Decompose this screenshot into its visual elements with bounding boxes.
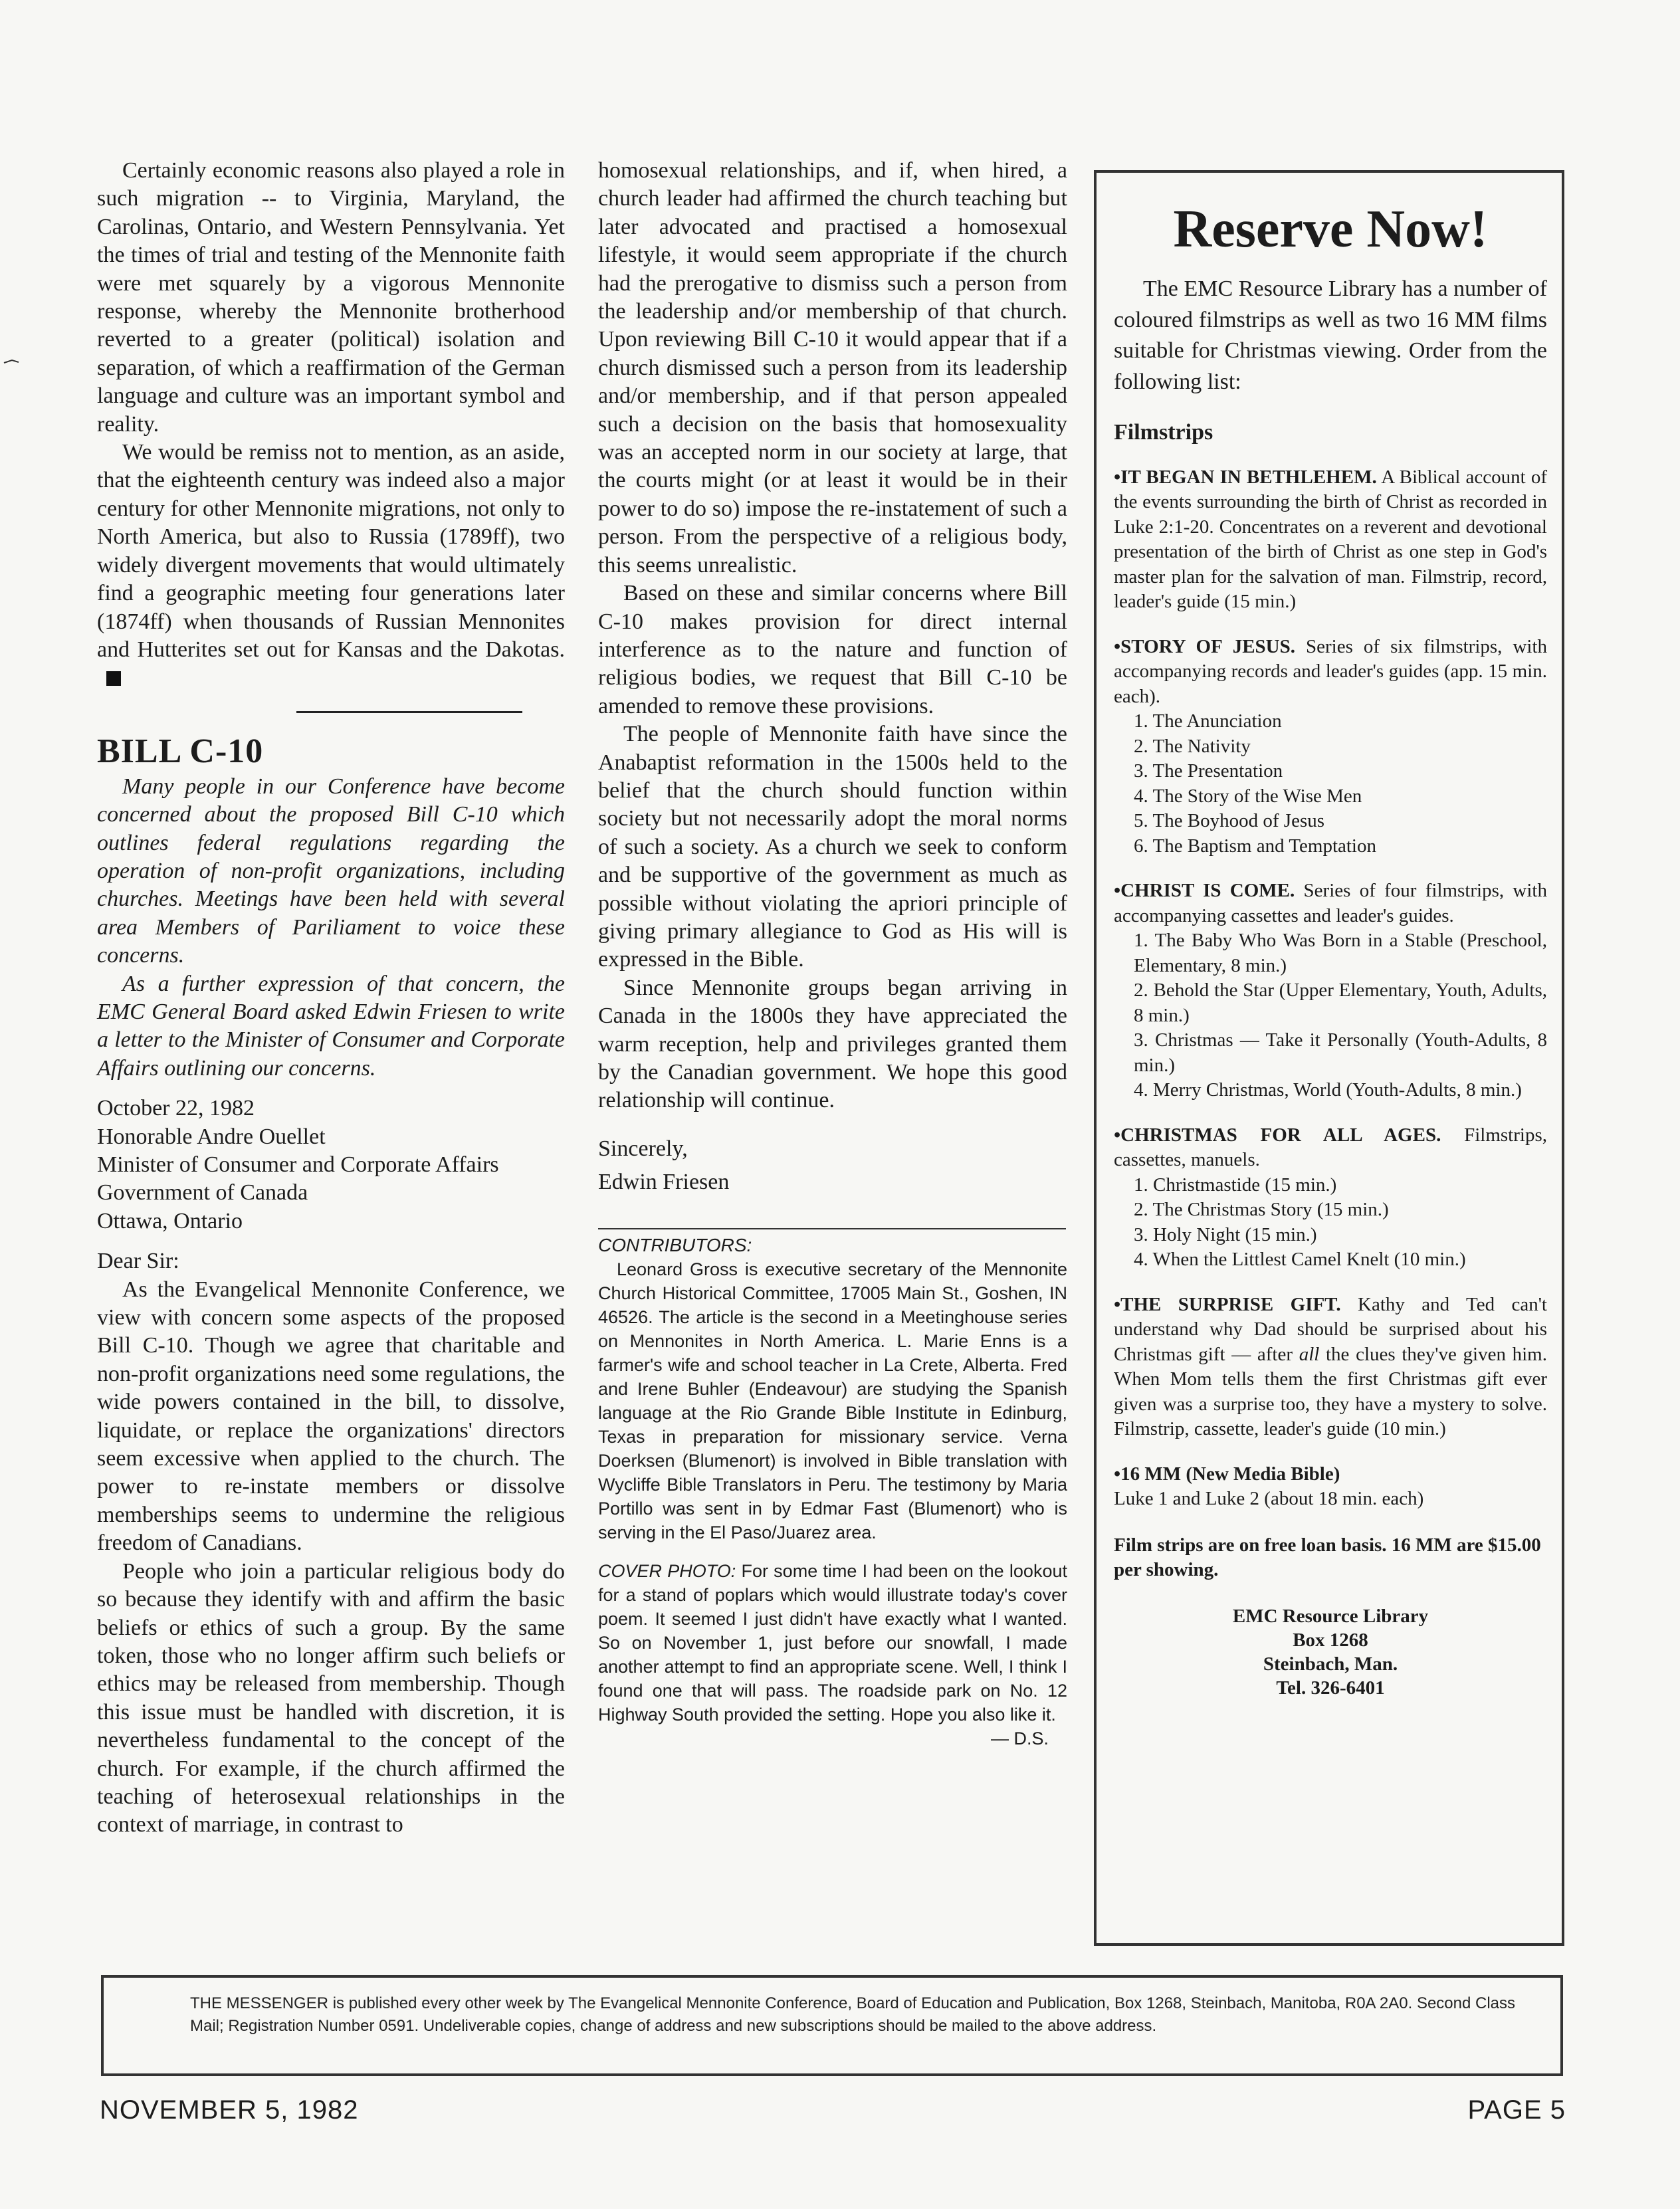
cover-photo-text: For some time I had been on the lookout for a stand of poplars which would illustrate today's cover poem. It seemed I just didn't have exactly what I wanted. So on November 1, just before our snowfall, I made another attempt to find an appropriate scene. Well, I think I found one that will pass. The roadside park on No. 12 Highway South provided the setting. Hope you also like it. [598, 1560, 1067, 1725]
column-two [598, 157, 1067, 1750]
list-item: 3. Christmas — Take it Personally (Youth-Adults, 8 min.) [1134, 1029, 1547, 1076]
loan-note: Film strips are on free loan basis. 16 MM are $15.00 per showing. [1114, 1534, 1541, 1580]
contributors-divider [598, 1228, 1066, 1229]
filmstrip-list [1114, 709, 1547, 859]
sidebar-title: Reserve Now! [1173, 200, 1488, 259]
editor-intro [97, 773, 565, 1083]
end-mark-icon [106, 671, 121, 686]
letter-paragraph: Since Mennonite groups began arriving in Canada in the 1800s they have appreciated the warm reception, help and privileges granted them by the Canadian government. We hope this good relationship will continue. [598, 975, 1067, 1113]
scan-mark [3, 359, 20, 366]
intro-paragraph: Many people in our Conference have become concerned about the proposed Bill C-10 which outlines federal regulations regarding the operation of non-profit organizations, including churches. Meetings have been held with several area Members of Pariliament to voice these concerns. [97, 774, 565, 968]
filmstrip-item [1114, 635, 1547, 859]
film-title: •16 MM (New Media Bible) [1114, 1463, 1340, 1485]
list-item: 4. The Story of the Wise Men [1134, 785, 1362, 807]
address-line: Minister of Consumer and Corporate Affairs [97, 1152, 499, 1177]
letter-address [97, 1095, 565, 1235]
filmstrip-desc: Kathy and Ted can't understand why Dad should be surprised about his Christmas gift — after [1114, 1293, 1547, 1365]
filmstrip-item [1114, 1293, 1547, 1442]
filmstrip-title: •CHRIST IS COME. [1114, 880, 1295, 901]
issue-date: NOVEMBER 5, 1982 [100, 2095, 359, 2125]
closing: Sincerely, [598, 1136, 688, 1161]
article-paragraph-text: We would be remiss not to mention, as an aside, that the eighteenth century was indeed also a major century for other Mennonite migrations, not only to North America, but also to Russia (1789ff), two widely divergent movements that would ultimately find a geographic meeting four generations later (1874ff) when thousands of Russian Mennonites and Hutterites set out for Kansas and the Dakotas. [97, 440, 565, 662]
list-item: 2. The Christmas Story (15 min.) [1134, 1199, 1389, 1220]
address-line: Government of Canada [97, 1180, 308, 1206]
filmstrip-desc: Series of six filmstrips, with accompanying records and leader's guides (app. 15 min. each). [1114, 635, 1547, 707]
page-number: PAGE 5 [1467, 2095, 1566, 2125]
filmstrip-desc: the clues they've given him. When Mom tells them the first Christmas gift ever given was a surprise too, they have a mystery to solve. Filmstrip, cassette, leader's guide (10 min.) [1114, 1343, 1547, 1439]
letter-paragraph: People who join a particular religious body do so because they identify with and affirm the basic beliefs or ethics of such a group. By the same token, those who no longer affirm such beliefs or ethics may be released from membership. Though this issue must be handled with discretion, it is nevertheless fundamental to the concept of the church. For example, if the church affirmed the teaching of heterosexual relationships in the context of marriage, in contrast to [97, 1558, 565, 1838]
filmstrip-title: •THE SURPRISE GIFT. [1114, 1293, 1341, 1315]
section-heading: BILL C-10 [97, 732, 264, 770]
address-line: Steinbach, Man. [1263, 1653, 1398, 1675]
letter-paragraph: The people of Mennonite faith have since the Anabaptist reformation in the 1500s held to the belief that the church should function within society but not necessarily adopt the moral norms of such a society. As a church we seek to conform and be supportive of the government as much as possible without violating the apriori principle of giving primary allegiance to God as His will is expressed in the Bible. [598, 722, 1067, 972]
filmstrip-desc: Series of four filmstrips, with accompanying cassettes and leader's guides. [1114, 880, 1547, 926]
address-line: Honorable Andre Ouellet [97, 1124, 326, 1149]
list-item: 1. The Anunciation [1134, 710, 1282, 732]
list-item: 3. The Presentation [1134, 760, 1283, 782]
signature: Edwin Friesen [598, 1169, 730, 1194]
library-address [1114, 1604, 1547, 1700]
filmstrip-title: •CHRISTMAS FOR ALL AGES. [1114, 1124, 1441, 1146]
letter-paragraph: homosexual relationships, and if, when hired, a church leader had affirmed the church teaching but later advocated and practised a homosexual lifestyle, it would seem appropriate if the church had the prerogative to dismiss such a person from the leadership and/or membership of that church. Upon reviewing Bill C-10 it would appear that if a church dismissed such a person from its leadership and/or membership, and if that person appealed such a decision on the basis that homosexuality was an accepted norm in our society at large, that the courts might (or at least it would be in their power to do so) impose the re-instatement of such a person. From the perspective of a religious body, this seems unrealistic. [598, 158, 1067, 578]
letter-date: October 22, 1982 [97, 1096, 255, 1121]
filmstrip-desc-emphasis: all [1299, 1343, 1320, 1365]
list-item: 6. The Baptism and Temptation [1134, 835, 1376, 857]
sidebar-lead: The EMC Resource Library has a number of coloured filmstrips as well as two 16 MM films suitable for Christmas viewing. Order from the following list: [1114, 276, 1547, 394]
list-item: 4. Merry Christmas, World (Youth-Adults, 8 min.) [1134, 1079, 1522, 1101]
filmstrip-item [1114, 879, 1547, 1103]
list-item: 4. When the Littlest Camel Knelt (10 min.) [1134, 1249, 1466, 1270]
film-item [1114, 1462, 1547, 1512]
filmstrip-title: •STORY OF JESUS. [1114, 635, 1295, 657]
filmstrip-desc: Filmstrips, cassettes, manuels. [1114, 1124, 1547, 1170]
list-item: 3. Holy Night (15 min.) [1134, 1223, 1317, 1245]
column-one [97, 157, 565, 1840]
filmstrip-list [1114, 928, 1547, 1103]
filmstrip-desc: A Biblical account of the events surrounding the birth of Christ as recorded in Luke 2:1-20. Concentrates on a reverent and devotional presentation of the birth of Christ as one step in God's master plan for the salvation of man. Filmstrip, record, leader's guide (15 min.) [1114, 466, 1547, 612]
sidebar-section-heading: Filmstrips [1114, 420, 1213, 445]
filmstrip-title: •IT BEGAN IN BETHLEHEM. [1114, 466, 1377, 488]
letter-signoff [598, 1132, 1067, 1199]
contributors-heading: CONTRIBUTORS: [598, 1234, 752, 1255]
list-item: 2. Behold the Star (Upper Elementary, Youth, Adults, 8 min.) [1134, 980, 1547, 1026]
address-line: EMC Resource Library [1232, 1605, 1429, 1627]
cover-photo-note [598, 1559, 1067, 1727]
address-line: Tel. 326-6401 [1276, 1677, 1385, 1699]
intro-paragraph: As a further expression of that concern, the EMC General Board asked Edwin Friesen to write a letter to the Minister of Consumer and Corporate Affairs outlining our concerns. [97, 971, 565, 1081]
letter-paragraph: As the Evangelical Mennonite Conference, we view with concern some aspects of the proposed Bill C-10. Though we agree that charitable and non-profit organizations need some regulations, the wide powers contained in the bill, to dissolve, liquidate, or replace the organizations' directors seem excessive when applied to the church. The power to re-instate members or dissolve memberships seems to undermine the religious freedom of Canadians. [97, 1277, 565, 1556]
film-desc: Luke 1 and Luke 2 (about 18 min. each) [1114, 1488, 1424, 1509]
article-paragraph: Certainly economic reasons also played a role in such migration -- to Virginia, Maryland, the Carolinas, Ontario, and Western Pennsylvania. Yet the times of trial and testing of the Mennonite faith were met squarely by a vigorous Mennonite response, whereby the Mennonite brotherhood reverted to a greater (political) isolation and separation, of which a reaffirmation of the German language and culture was an important symbol and reality. [97, 158, 565, 437]
contributors-box [598, 1233, 1067, 1750]
section-divider [296, 711, 522, 713]
publication-notice: THE MESSENGER is published every other week by The Evangelical Mennonite Conference, Board of Education and Publication, Box 1268, Steinbach, Manitoba, R0A 2A0. Second Class Mail; Registration Number 0591. Undeliverable copies, change of address and new subscriptions should be mailed to the above address. [101, 1975, 1563, 2076]
salutation: Dear Sir: [97, 1249, 179, 1274]
article-paragraph-end [97, 439, 565, 692]
list-item: 1. Christmastide (15 min.) [1134, 1174, 1337, 1196]
cover-photo-signature: — D.S. [990, 1728, 1049, 1748]
list-item: 5. The Boyhood of Jesus [1134, 810, 1325, 831]
list-item: 1. The Baby Who Was Born in a Stable (Preschool, Elementary, 8 min.) [1134, 930, 1547, 976]
list-item: 2. The Nativity [1134, 735, 1251, 757]
filmstrip-list [1114, 1173, 1547, 1273]
address-line: Box 1268 [1293, 1629, 1368, 1651]
filmstrip-item [1114, 465, 1547, 615]
cover-photo-label: COVER PHOTO: [598, 1560, 736, 1581]
letter-paragraph: Based on these and similar concerns where Bill C-10 makes provision for direct internal interference as to the nature and function of religious bodies, we request that Bill C-10 be amended to remove these provisions. [598, 581, 1067, 718]
contributors-text: Leonard Gross is executive secretary of the Mennonite Church Historical Committee, 17005 Main St., Goshen, IN 46526. The article is the second in a Meetinghouse series on Mennonites in North America. L. Marie Enns is a farmer's wife and school teacher in La Crete, Alberta. Fred and Irene Buhler (Endeavour) are studying the Spanish language at the Rio Grande Bible Institute in Edinburg, Texas in preparation for missionary service. Verna Doerksen (Blumenort) is involved in Bible translation with Wycliffe Bible Translators in Peru. The testimony by Maria Portillo was sent in by Edmar Fast (Blumenort) who is serving in the El Paso/Juarez area. [598, 1259, 1067, 1542]
reserve-now-box [1094, 170, 1564, 1946]
filmstrip-item [1114, 1123, 1547, 1273]
address-line: Ottawa, Ontario [97, 1208, 243, 1233]
